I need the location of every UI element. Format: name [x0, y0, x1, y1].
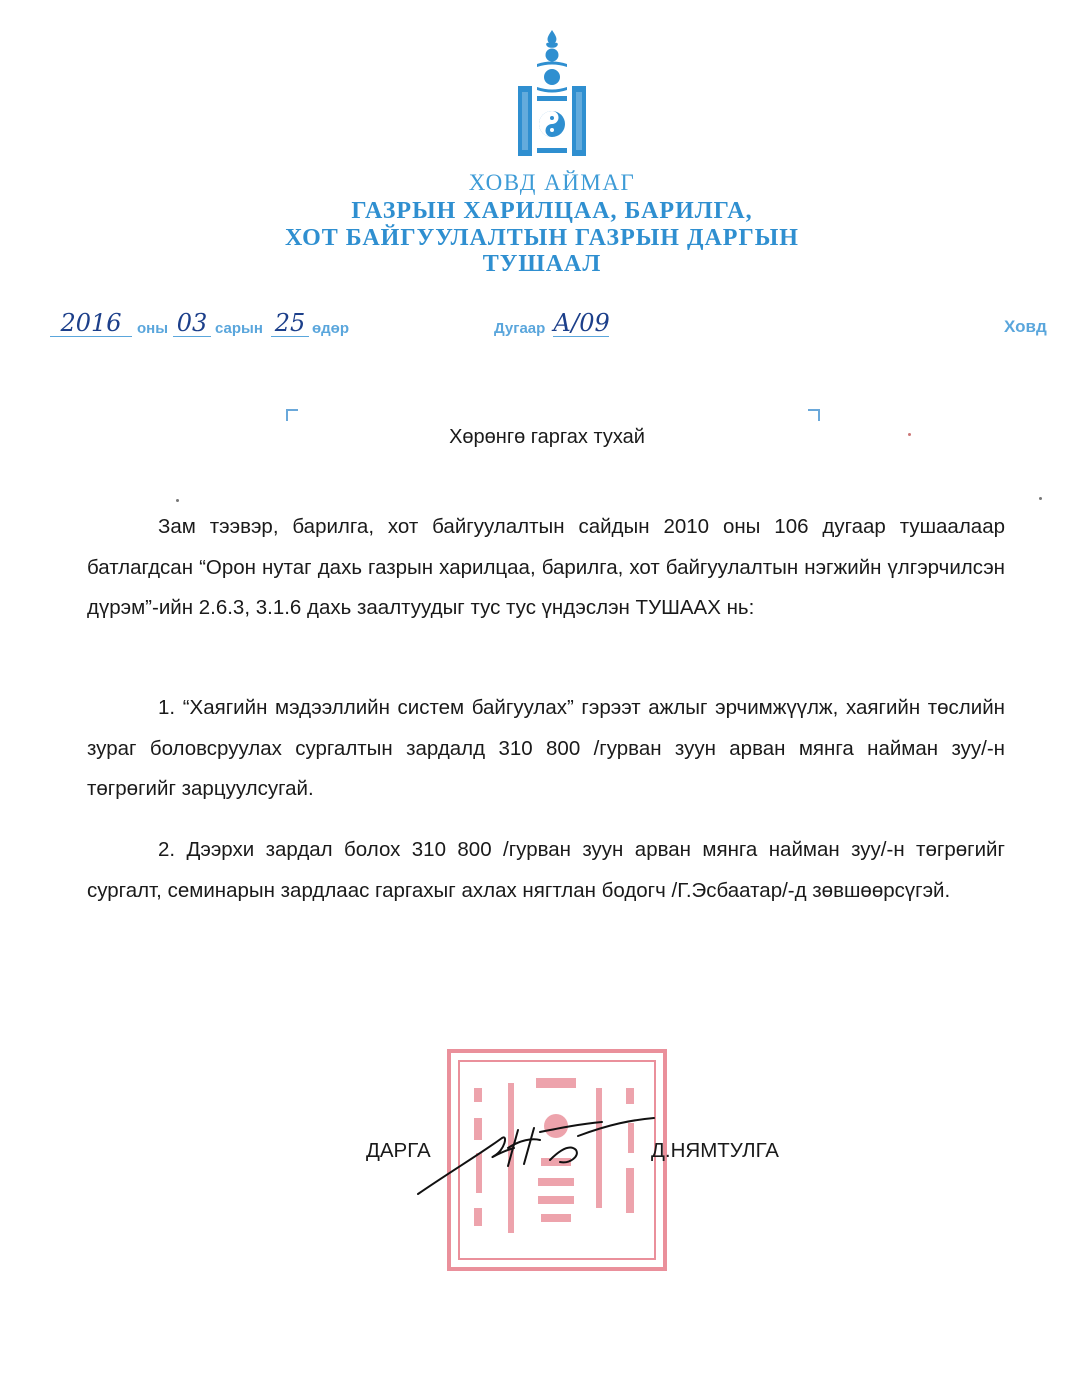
- scan-speck: [176, 499, 179, 502]
- organization-name-line-1: ГАЗРЫН ХАРИЛЦАА, БАРИЛГА,: [351, 198, 753, 224]
- year-label: оны: [137, 320, 169, 337]
- document-meta-row: [0, 305, 1084, 345]
- order-item-2: 2. Дээрхи зардал болох 310 800 /гурван зуун арван мянга найман зуу/-н төгрөгийг сургалт, семинарын зардлаас гаргахыг ахлах нягтлан бодогч /Г.Эсбаатар/-д зөвшөөрсүгэй.: [87, 838, 1005, 902]
- subject-title: Хөрөнгө гаргах тухай: [449, 426, 645, 448]
- signatory-title: ДАРГА: [366, 1139, 431, 1162]
- month-label: сарын: [215, 320, 263, 337]
- date-month: 03: [173, 310, 211, 337]
- date-day: 25: [271, 310, 309, 337]
- preamble-paragraph: Зам тээвэр, барилга, хот байгуулалтын сайдын 2010 оны 106 дугаар тушаалаар батлагдсан “Орон нутаг дахь газрын харилцаа, барилга, хот байгуулалтын нэгжийн үлгэрчилсэн дүрэм”-ийн 2.6.3, 3.1.6 дахь заалтуудыг тус тус үндэслэн ТУШААХ нь:: [87, 515, 1005, 619]
- number-label: Дугаар: [494, 320, 546, 337]
- region-title: ХОВД АЙМАГ: [468, 170, 636, 195]
- place-label: Ховд: [1004, 317, 1047, 336]
- subject-bracket-right: [808, 409, 820, 421]
- scan-speck: [908, 433, 911, 436]
- subject-bracket-left: [286, 409, 298, 421]
- organization-name-line-2: ХОТ БАЙГУУЛАЛТЫН ГАЗРЫН ДАРГЫН: [285, 225, 799, 251]
- day-label: өдөр: [312, 320, 350, 337]
- scan-speck: [1039, 497, 1042, 500]
- soyombo-emblem: [515, 28, 589, 158]
- date-year: 2016: [50, 310, 132, 337]
- signatory-name: Д.НЯМТУЛГА: [651, 1139, 779, 1162]
- handwritten-signature: [410, 1110, 660, 1200]
- order-item-1: 1. “Хаягийн мэдээллийн систем байгуулах” гэрээт ажлыг эрчимжүүлж, хаягийн төслийн зураг боловсруулах сургалтын зардалд 310 800 /гурван зуун арван мянга найман зуу/-н төгрөгийг зарцуулсугай.: [87, 696, 1005, 800]
- document-number: А/09: [553, 309, 610, 337]
- document-type: ТУШААЛ: [482, 251, 602, 277]
